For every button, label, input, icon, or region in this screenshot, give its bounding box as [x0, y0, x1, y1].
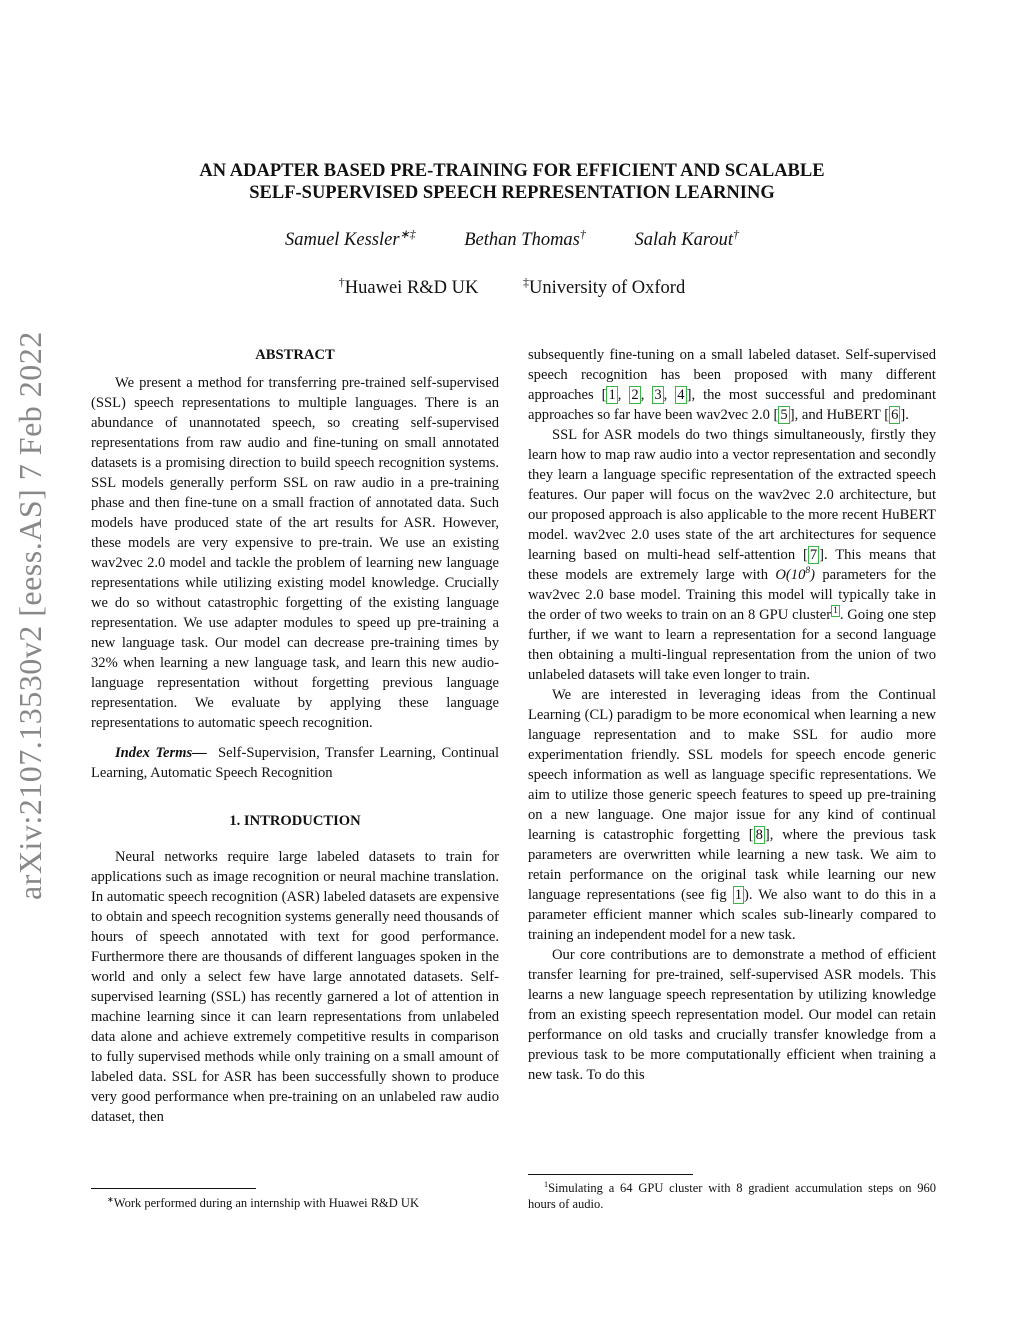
left-column	[91, 345, 499, 1127]
intro-paragraph-2: SSL for ASR models do two things simultaneously, firstly they learn how to map raw audio into a vector representation and secondly they learn a language specific representation of the extracted speech features. Our paper will focus on the wav2vec 2.0 architecture, but our proposed approach is also applicable to the more recent HuBERT model. wav2vec 2.0 uses state of the art architectures for sequence learning based on multi-head self-attention [ 7 ]. This means that these models are extremely large with $O(10^8)$ parameters for the wav2vec 2.0 base model. Training this model will typically take in the order of two weeks to train on an 8 GPU cluster $^1$ . Going one step further, if we want to learn a representation for a second language then obtaining a multi-lingual representation from the union of two unlabeled datasets will take even longer to train.	[528, 427, 936, 683]
paper-title	[150, 160, 874, 204]
footnote-left: ∗Work performed during an internship with Huawei R&D UK	[107, 1194, 419, 1210]
citation-link[interactable]: 7	[809, 547, 818, 563]
arxiv-identifier: arXiv:2107.13530v2 [eess.AS] 7 Feb 2022	[12, 331, 48, 900]
citation-link[interactable]: 1	[608, 387, 616, 403]
footnote-right: $^1$Simulating a 64 GPU cluster with 8 gradient accumulation steps on 960 hours of audio.	[528, 1179, 936, 1211]
footnote-rule-left	[91, 1188, 256, 1189]
citation-link[interactable]: 3	[654, 387, 662, 403]
index-terms-text: Self-Supervision, Transfer Learning, Continual Learning, Automatic Speech Recognition	[91, 745, 500, 781]
citation-link[interactable]: 4	[677, 387, 685, 403]
title-line-1: AN ADAPTER BASED PRE-TRAINING FOR EFFICIENT AND SCALABLE	[199, 161, 825, 181]
abstract-heading: ABSTRACT	[255, 347, 335, 363]
abstract-text: We present a method for transferring pre-trained self-supervised (SSL) speech representations to multiple languages. There is an abundance of unannotated speech, so creating self-supervised representations from raw audio and fine-tuning on small annotated datasets is a promising direction to build speech recognition systems. SSL models generally perform SSL on raw audio in a pre-training phase and then fine-tune on a small fraction of annotated data. Such models have produced state of the art results for ASR. However, these models are very expensive to pre-train. We use an existing wav2vec 2.0 model and tackle the problem of learning new language representations while utilizing existing model knowledge. Crucially we do so without catastrophic forgetting of the existing language representation. We use adapter modules to speed up pre-training a new language task. Our model can decrease pre-training times by 32% when learning a new language task, and learn this new audio-language representation without forgetting previous language representation. We evaluate by applying these language representations to automatic speech recognition.	[91, 375, 499, 731]
math-expression: $O(10^8)$	[775, 566, 816, 583]
title-line-2: SELF-SUPERVISED SPEECH REPRESENTATION LEARNING	[249, 183, 775, 203]
author: Bethan Thomas†	[464, 226, 586, 250]
author: Salah Karout†	[634, 226, 740, 250]
footnote-link[interactable]: 1	[833, 606, 838, 617]
author: Samuel Kessler∗‡	[284, 226, 416, 250]
right-column	[528, 345, 936, 1085]
index-terms	[91, 743, 499, 783]
affiliation: ‡University of Oxford	[523, 274, 686, 298]
affiliation: †Huawei R&D UK	[338, 274, 479, 298]
author-list	[150, 226, 874, 251]
citation-link[interactable]: 8	[755, 827, 763, 843]
intro-paragraph-4: Our core contributions are to demonstrate a method of efficient transfer learning for pre-trained, self-supervised ASR models. This learns a new language speech representation by utilizing knowledge from an existing speech representation model. Our model can retain performance on old tasks and crucially transfer knowledge from a previous task to be more computationally efficient when training a new task. To do this	[528, 947, 936, 1083]
intro-paragraph-1-continued: subsequently fine-tuning on a small labeled dataset. Self-supervised speech recognition has been proposed with many different approaches [ 1 , 2 , 3 , 4 ], the most successful and predominant approaches so far have been wav2vec 2.0 [ 5 ], and HuBERT [ 6 ].	[528, 347, 937, 423]
index-terms-label: Index Terms—	[115, 745, 207, 761]
intro-paragraph-3: We are interested in leveraging ideas from the Continual Learning (CL) paradigm to be more economical when learning a new language representation and to make SSL for audio more experimentation friendly. SSL models for speech encode generic speech information as well as language specific representations. We aim to utilize those generic speech features to speed up pre-training on a new language. One major issue for any kind of continual learning is catastrophic forgetting [ 8 ], where the previous task parameters are overwritten while learning a new task. We aim to retain performance on the original task while learning our new language representations (see fig 1 ). We also want to do this in a parameter efficient manner which scales sub-linearly compared to training an independent model for a new task.	[528, 687, 936, 943]
affiliation-list	[150, 274, 874, 299]
citation-link[interactable]: 2	[631, 387, 639, 403]
citation-link[interactable]: 5	[780, 407, 788, 423]
citation-link[interactable]: 6	[891, 407, 899, 423]
intro-heading: 1. INTRODUCTION	[229, 813, 361, 829]
footnote-rule-right	[528, 1174, 693, 1175]
figure-link[interactable]: 1	[734, 887, 742, 903]
intro-paragraph-1: Neural networks require large labeled datasets to train for applications such as image recognition or neural machine translation. In automatic speech recognition (ASR) labeled datasets are expensive to obtain and speech recognition systems generally need thousands of hours of speech annotated with text for good performance. Furthermore there are thousands of different languages spoken in the world and only a select few have large annotated datasets. Self-supervised learning (SSL) has recently garnered a lot of attention in machine learning since it can learn representations from unlabeled data alone and achieve extremely competitive results in comparison to fully supervised methods while only training on a small amount of labeled data. SSL for ASR has been successfully shown to produce very good performance when pre-training on an unlabeled raw audio dataset, then	[91, 849, 499, 1125]
